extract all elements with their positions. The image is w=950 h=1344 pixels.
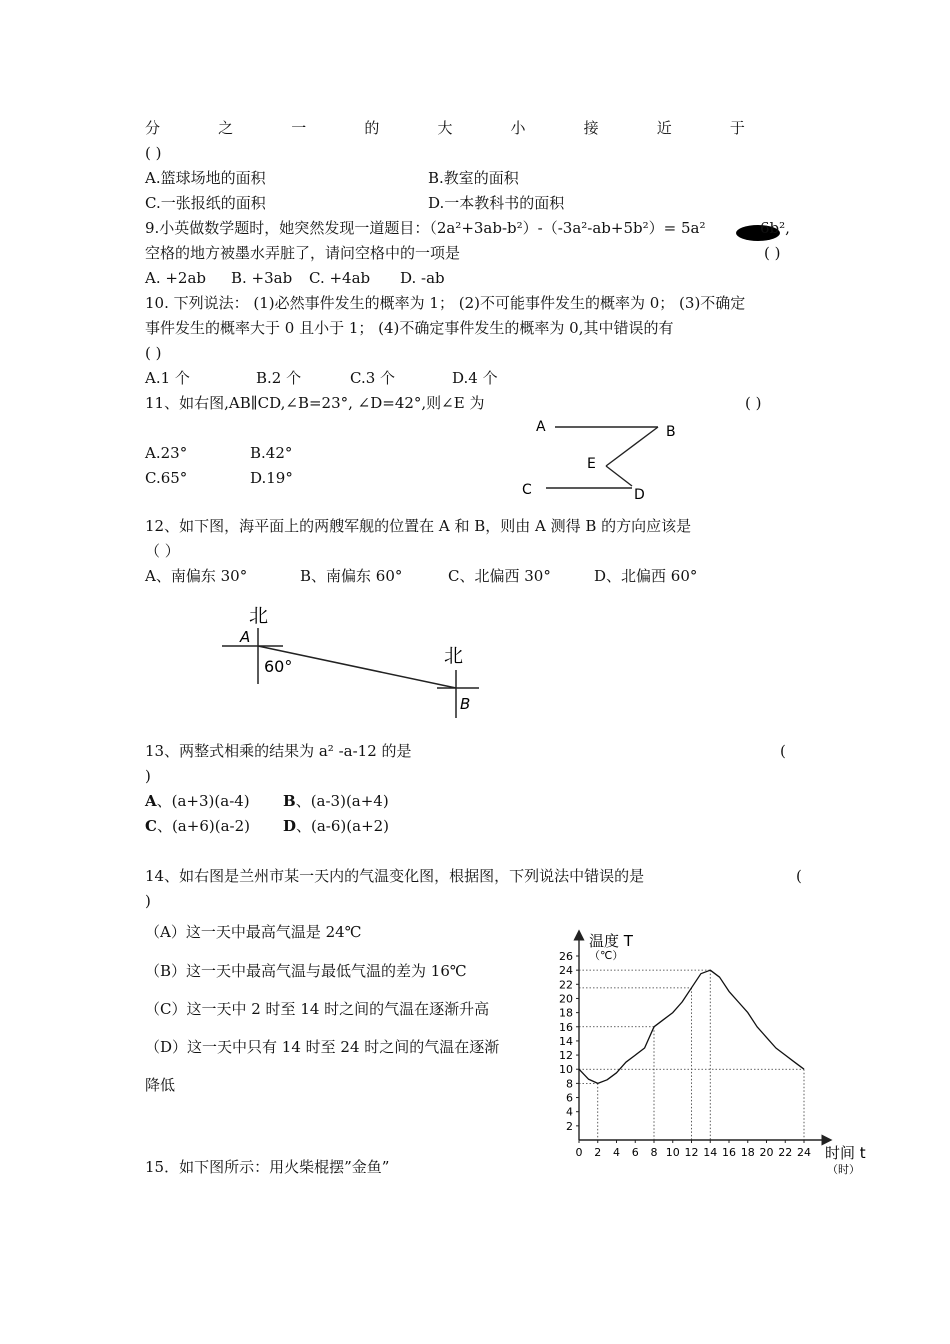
q12-option-d: D、北偏西 60° <box>594 567 698 585</box>
angle-label: 60° <box>264 657 293 676</box>
q14-stem: 14、如右图是兰州市某一天内的气温变化图，根据图，下列说法中错误的是 <box>145 867 645 885</box>
q9-option-d: D. -ab <box>400 269 445 287</box>
q11-stem: 11、如右图,AB∥CD,∠B=23°, ∠D=42°,则∠E 为 <box>145 394 485 412</box>
q8-answer-paren: ( ) <box>145 144 162 162</box>
q10-option-c: C.3 个 <box>350 369 396 387</box>
y-axis-unit: （℃） <box>589 949 624 962</box>
point-b-label: B <box>460 695 471 713</box>
q11-answer-paren: ( ) <box>745 394 762 412</box>
x-tick-label: 2 <box>594 1146 602 1159</box>
north-label-b: 北 <box>444 645 464 667</box>
y-tick-label: 4 <box>566 1105 573 1119</box>
y-tick-label: 14 <box>559 1034 573 1048</box>
q8-char: 于 <box>729 119 745 137</box>
q10-options <box>145 368 498 388</box>
option-letter: D <box>283 817 297 835</box>
q8-char: 分 <box>145 119 161 137</box>
q8-char: 的 <box>364 119 380 137</box>
q10-stem-line1: 10. 下列说法： (1)必然事件发生的概率为 1； (2)不可能事件发生的概率为 0； (3)不确定 <box>145 294 746 312</box>
q15-stem: 15．如下图所示：用火柴棍摆”金鱼” <box>145 1158 390 1176</box>
q13-option-a <box>145 791 250 811</box>
q8-char: 大 <box>437 119 453 137</box>
x-axis-label: 时间 t <box>825 1144 866 1162</box>
option-text: 、(a-3)(a+4) <box>295 792 389 810</box>
option-text: 、(a+6)(a-2) <box>156 817 250 835</box>
label-a: A <box>536 419 546 435</box>
q12-option-c: C、北偏西 30° <box>448 567 551 585</box>
q13-paren-close: ) <box>145 767 151 785</box>
y-tick-label: 10 <box>559 1063 573 1077</box>
x-tick-label: 12 <box>684 1146 699 1159</box>
y-tick-label: 8 <box>566 1077 573 1091</box>
x-tick-label: 4 <box>613 1146 620 1159</box>
q10-stem-line2: 事件发生的概率大于 0 且小于 1； (4)不确定事件发生的概率为 0,其中错误的有 <box>145 319 674 337</box>
q11-option-d: D.19° <box>250 469 293 487</box>
q10-option-d: D.4 个 <box>452 369 498 387</box>
x-tick-label: 24 <box>797 1146 811 1159</box>
label-d: D <box>634 487 645 503</box>
q9-options <box>145 268 445 288</box>
q12-answer-paren: （ ） <box>145 542 180 560</box>
q8-char: 一 <box>291 119 307 137</box>
label-b: B <box>666 424 676 440</box>
q14-option-a: （A）这一天中最高气温是 24℃ <box>145 923 362 941</box>
q9-option-c: C. +4ab <box>309 269 371 287</box>
q12-options <box>145 566 697 586</box>
q12-option-b: B、南偏东 60° <box>300 567 403 585</box>
q14-option-b: （B）这一天中最高气温与最低气温的差为 16℃ <box>145 962 467 980</box>
q11-option-c: C.65° <box>145 469 188 487</box>
q8-option-b: B.教室的面积 <box>428 169 519 187</box>
north-label-a: 北 <box>249 605 269 627</box>
y-tick-label: 26 <box>559 950 573 963</box>
option-text: 、(a-6)(a+2) <box>296 817 390 835</box>
q10-answer-paren: ( ) <box>145 344 162 362</box>
segment-ed <box>606 466 632 486</box>
q12-figure <box>215 598 495 723</box>
q13-paren-open: ( <box>780 742 786 760</box>
q11-option-b: B.42° <box>250 444 293 462</box>
q8-char: 近 <box>656 119 672 137</box>
y-tick-label: 16 <box>559 1020 573 1034</box>
q11-option-a: A.23° <box>145 444 188 462</box>
x-tick-label: 22 <box>778 1146 793 1159</box>
temperature-chart <box>545 925 885 1185</box>
q14-option-d: （D）这一天中只有 14 时至 24 时之间的气温在逐渐 <box>145 1038 500 1056</box>
y-tick-label: 6 <box>566 1091 573 1105</box>
x-tick-label: 6 <box>631 1146 639 1159</box>
q13-option-d <box>283 816 389 836</box>
y-tick-label: 20 <box>559 992 573 1006</box>
option-text: 、(a+3)(a-4) <box>156 792 250 810</box>
q8-option-a: A.篮球场地的面积 <box>145 169 266 187</box>
q9-stem-line1: 9.小英做数学题时，她突然发现一道题目：（2a²+3ab-b²）-（-3a²-ab+5b²）= 5a² <box>145 219 706 237</box>
q8-char: 小 <box>510 119 526 137</box>
q14-paren-open: ( <box>796 867 802 885</box>
q8-option-d: D.一本教科书的面积 <box>428 194 565 212</box>
x-tick-label: 20 <box>759 1146 774 1159</box>
point-a-label: A <box>240 628 251 646</box>
option-letter: A <box>145 792 157 810</box>
x-tick-label: 16 <box>722 1146 736 1159</box>
q9-option-b: B. +3ab <box>231 269 293 287</box>
q10-option-a: A.1 个 <box>145 369 190 387</box>
q12-option-a: A、南偏东 30° <box>145 567 248 585</box>
x-tick-label: 10 <box>665 1146 680 1159</box>
option-letter: B <box>283 792 296 810</box>
q11-figure <box>510 410 690 505</box>
x-tick-label: 18 <box>740 1146 755 1159</box>
x-tick-label: 14 <box>703 1146 718 1159</box>
q12-stem: 12、如下图，海平面上的两艘军舰的位置在 A 和 B，则由 A 测得 B 的方向应该是 <box>145 517 692 535</box>
q8-char: 之 <box>218 119 234 137</box>
q9-stem-line2: 空格的地方被墨水弄脏了，请问空格中的一项是 <box>145 244 461 262</box>
y-tick-label: 2 <box>566 1119 573 1133</box>
x-tick-label: 8 <box>650 1146 658 1159</box>
option-letter: C <box>145 817 157 835</box>
q13-stem: 13、两整式相乘的结果为 a² -a-12 的是 <box>145 742 412 760</box>
q10-option-b: B.2 个 <box>256 369 302 387</box>
y-tick-label: 18 <box>559 1006 573 1020</box>
q14-paren-close: ) <box>145 892 151 910</box>
q9-option-a: A. +2ab <box>145 269 207 287</box>
x-tick-label: 0 <box>575 1146 583 1159</box>
segment-be <box>606 427 658 466</box>
label-c: C <box>522 482 532 498</box>
y-tick-label: 22 <box>559 978 573 992</box>
q14-option-d-cont: 降低 <box>145 1076 176 1094</box>
q13-option-b <box>283 791 389 811</box>
q9-stem-tail: 6b², <box>760 219 790 237</box>
q8-continuation-line <box>145 118 745 138</box>
x-axis-unit: （时） <box>827 1163 860 1176</box>
q8-char: 接 <box>583 119 599 137</box>
label-e: E <box>587 456 596 472</box>
y-tick-label: 24 <box>559 964 573 978</box>
q13-option-c <box>145 816 250 836</box>
q14-option-c: （C）这一天中 2 时至 14 时之间的气温在逐渐升高 <box>145 1000 490 1018</box>
q9-answer-paren: ( ) <box>764 244 781 262</box>
y-tick-label: 12 <box>559 1049 573 1063</box>
q8-option-c: C.一张报纸的面积 <box>145 194 266 212</box>
y-axis-label: 温度 T <box>589 932 633 950</box>
